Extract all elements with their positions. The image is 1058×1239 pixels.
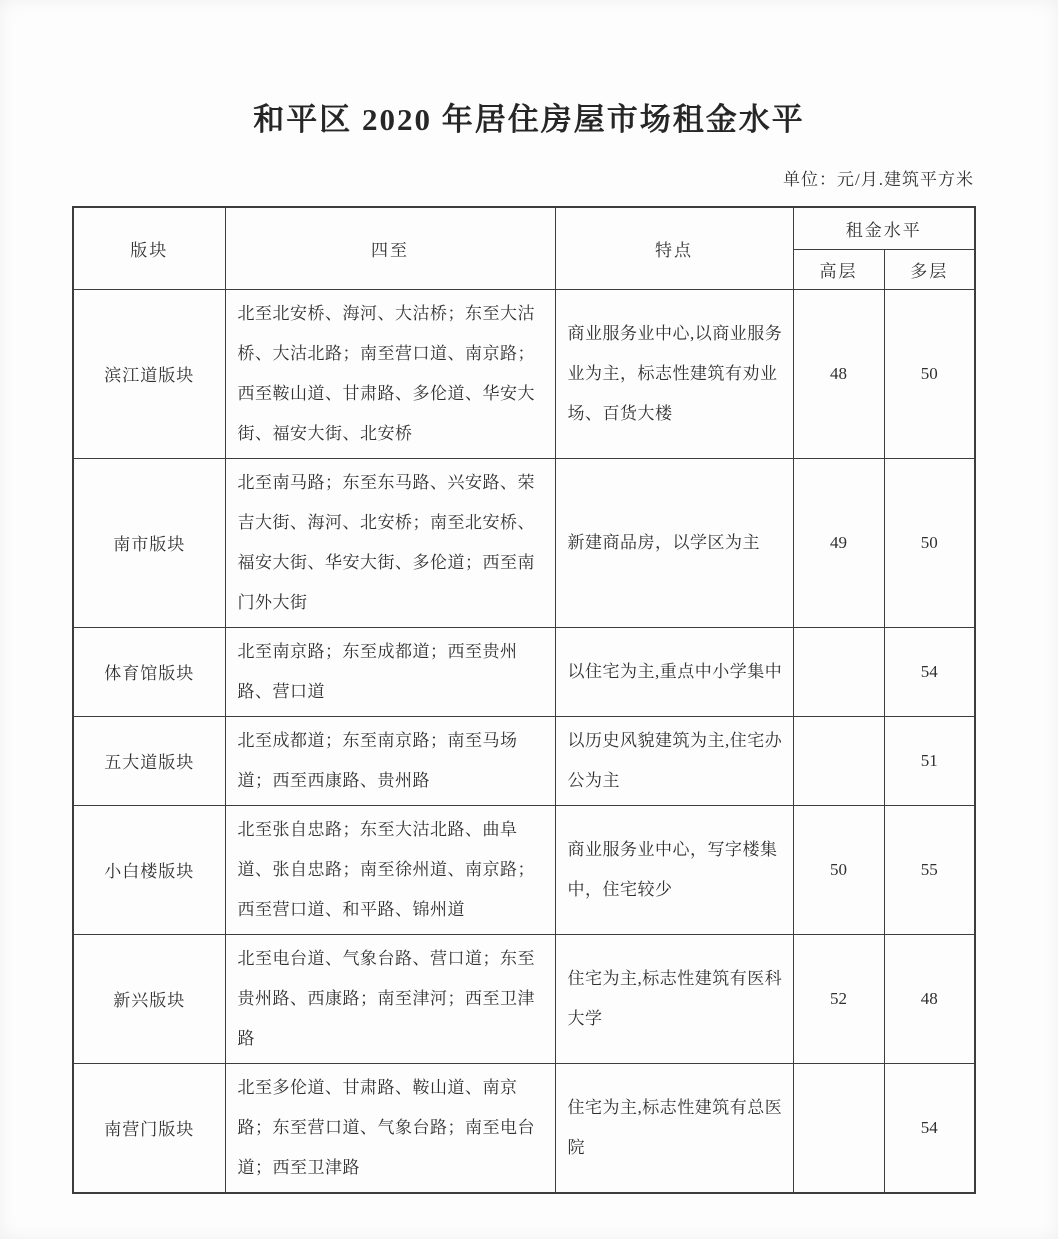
cell-boundaries: 北至北安桥、海河、大沽桥；东至大沽桥、大沽北路；南至营口道、南京路；西至鞍山道、甘肃路、多伦道、华安大街、福安大街、北安桥	[225, 289, 555, 458]
column-header-boundaries: 四至	[225, 207, 555, 289]
cell-high-rise: 49	[793, 458, 884, 627]
cell-block: 五大道版块	[73, 716, 225, 805]
cell-features: 新建商品房，以学区为主	[555, 458, 793, 627]
cell-boundaries: 北至成都道；东至南京路；南至马场道；西至西康路、贵州路	[225, 716, 555, 805]
cell-features: 住宅为主,标志性建筑有总医院	[555, 1063, 793, 1193]
cell-multi-story: 54	[884, 627, 975, 716]
table-row	[73, 458, 975, 627]
table-row	[73, 716, 975, 805]
cell-block: 体育馆版块	[73, 627, 225, 716]
cell-high-rise: 52	[793, 934, 884, 1063]
cell-boundaries: 北至南京路；东至成都道；西至贵州路、营口道	[225, 627, 555, 716]
column-header-multi-story: 多层	[884, 249, 975, 289]
cell-features: 以历史风貌建筑为主,住宅办公为主	[555, 716, 793, 805]
cell-boundaries: 北至电台道、气象台路、营口道；东至贵州路、西康路；南至津河；西至卫津路	[225, 934, 555, 1063]
cell-boundaries: 北至张自忠路；东至大沽北路、曲阜道、张自忠路；南至徐州道、南京路；西至营口道、和平路、锦州道	[225, 805, 555, 934]
cell-multi-story: 55	[884, 805, 975, 934]
cell-high-rise	[793, 716, 884, 805]
column-header-high-rise: 高层	[793, 249, 884, 289]
cell-high-rise	[793, 627, 884, 716]
unit-note: 单位：元/月.建筑平方米	[783, 170, 974, 189]
cell-features: 住宅为主,标志性建筑有医科大学	[555, 934, 793, 1063]
cell-features: 商业服务业中心，写字楼集中，住宅较少	[555, 805, 793, 934]
page-title: 和平区 2020 年居住房屋市场租金水平	[253, 102, 805, 137]
cell-features: 商业服务业中心,以商业服务业为主，标志性建筑有劝业场、百货大楼	[555, 289, 793, 458]
cell-high-rise: 50	[793, 805, 884, 934]
table-row	[73, 289, 975, 458]
rent-level-table	[72, 206, 976, 1194]
column-header-rent-level: 租金水平	[793, 207, 975, 249]
cell-block: 小白楼版块	[73, 805, 225, 934]
table-row	[73, 1063, 975, 1193]
cell-boundaries: 北至多伦道、甘肃路、鞍山道、南京路；东至营口道、气象台路；南至电台道；西至卫津路	[225, 1063, 555, 1193]
column-header-features: 特点	[555, 207, 793, 289]
cell-block: 新兴版块	[73, 934, 225, 1063]
cell-multi-story: 50	[884, 458, 975, 627]
cell-high-rise	[793, 1063, 884, 1193]
table-header	[73, 207, 975, 289]
cell-high-rise: 48	[793, 289, 884, 458]
header-row-top	[73, 207, 975, 249]
cell-multi-story: 51	[884, 716, 975, 805]
cell-multi-story: 50	[884, 289, 975, 458]
cell-block: 南营门版块	[73, 1063, 225, 1193]
table-row	[73, 805, 975, 934]
table-row	[73, 627, 975, 716]
table-body	[73, 289, 975, 1193]
cell-multi-story: 48	[884, 934, 975, 1063]
cell-multi-story: 54	[884, 1063, 975, 1193]
cell-boundaries: 北至南马路；东至东马路、兴安路、荣吉大街、海河、北安桥；南至北安桥、福安大街、华安大街、多伦道；西至南门外大街	[225, 458, 555, 627]
cell-features: 以住宅为主,重点中小学集中	[555, 627, 793, 716]
cell-block: 滨江道版块	[73, 289, 225, 458]
table-row	[73, 934, 975, 1063]
column-header-block: 版块	[73, 207, 225, 289]
cell-block: 南市版块	[73, 458, 225, 627]
